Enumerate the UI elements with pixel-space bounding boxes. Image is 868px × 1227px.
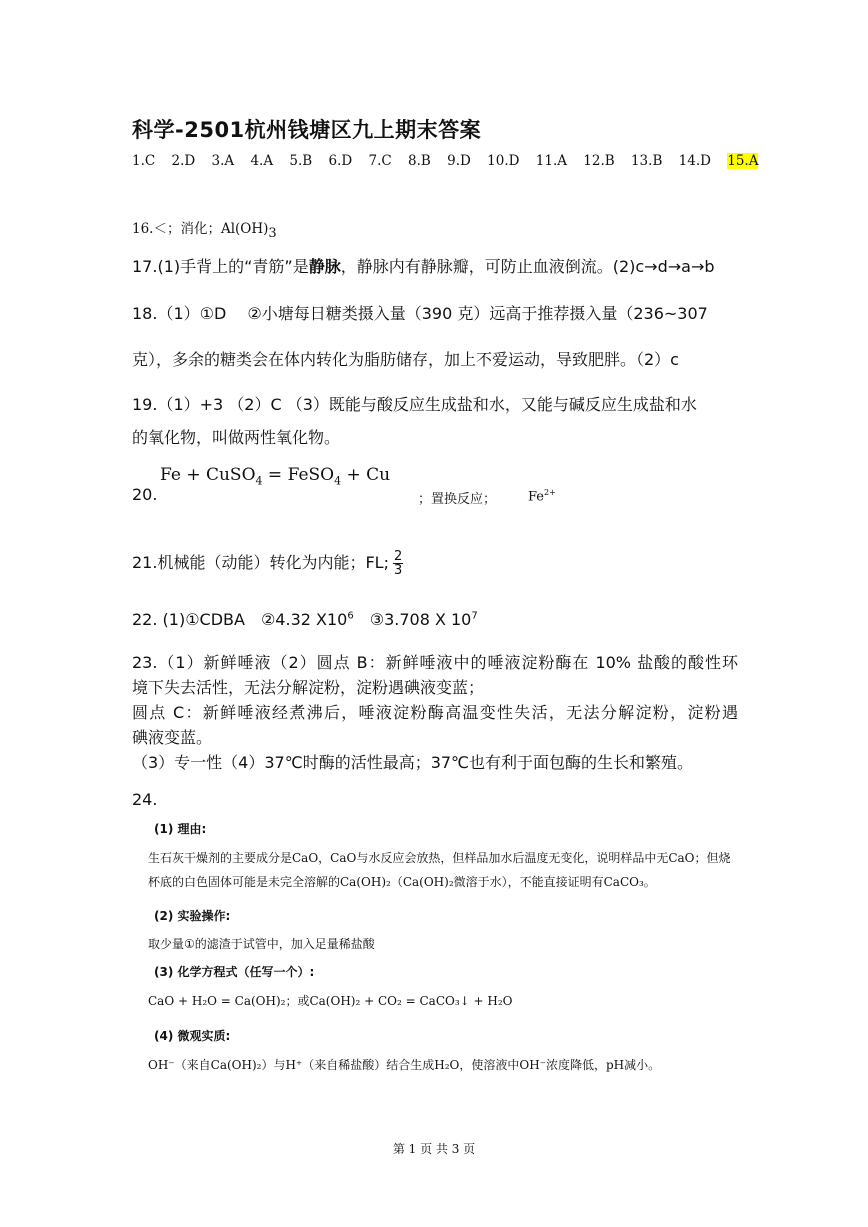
answer-16-subscript: 3	[268, 226, 277, 241]
answer-24-para-1-line-1: 生石灰干燥剂的主要成分是CaO，CaO与水反应会放热，但样品加水后温度无变化，说明样品中无CaO；但烧	[148, 851, 731, 865]
fraction-numerator: 2	[393, 549, 403, 564]
answer-24-para-3: CaO + H₂O = Ca(OH)₂；或Ca(OH)₂ + CO₂ = CaCO₃↓ + H₂O	[148, 994, 513, 1008]
answer-18-line-1: 18.（1）①D ②小塘每日糖类摄入量（390 克）远高于推荐摄入量（236~307	[132, 304, 708, 323]
choice-answer: 11.A	[535, 153, 567, 169]
answer-21	[132, 550, 403, 577]
answer-18-line-2: 克），多余的糖类会在体内转化为脂肪储存，加上不爱运动，导致肥胖。（2）c	[132, 350, 679, 369]
fraction-denominator: 3	[393, 563, 403, 578]
answer-22	[132, 607, 478, 630]
answer-17-text: 17.(1)手背上的“青筋”是	[132, 257, 309, 276]
choice-answer: 9.D	[447, 153, 471, 169]
choice-answer: 2.D	[171, 153, 196, 169]
answer-23-line-2: 境下失去活性，无法分解淀粉，淀粉遇碘液变蓝；	[132, 678, 485, 697]
answer-19-line-2: 的氧化物，叫做两性氧化物。	[132, 428, 341, 447]
page-footer: 第 1 页 共 3 页	[392, 1142, 476, 1156]
answer-23-line-5: （3）专一性（4）37℃时酶的活性最高；37℃也有利于面包酶的生长和繁殖。	[132, 753, 694, 772]
answer-20-reaction-type: ；置换反应；	[418, 492, 497, 507]
choice-answer: 3.A	[211, 153, 235, 169]
choice-answer: 7.C	[368, 153, 392, 169]
answer-24-number: 24.	[132, 790, 158, 809]
answer-21-text: 21.机械能（动能）转化为内能；FL;	[132, 553, 389, 572]
choice-answer: 1.C	[132, 153, 156, 169]
answer-23-line-3: 圆点 C：新鲜唾液经煮沸后，唾液淀粉酶高温变性失活，无法分解淀粉，淀粉遇	[132, 703, 738, 722]
choice-answer: 4.A	[250, 153, 274, 169]
answer-20-ion-charge: 2+	[544, 488, 556, 497]
choice-answer: 13.B	[630, 153, 663, 169]
choice-answer: 14.D	[678, 153, 711, 169]
answer-24-heading-4: (4) 微观实质:	[154, 1029, 231, 1043]
answer-16	[132, 217, 277, 241]
answer-24-para-4: OH⁻（来自Ca(OH)₂）与H⁺（来自稀盐酸）结合生成H₂O，使溶液中OH⁻浓度降低，pH减小。	[148, 1058, 661, 1072]
answer-22-part-a: 22. (1)①CDBA ②4.32 X10	[132, 610, 348, 629]
answer-24-para-2: 取少量①的滤渣于试管中，加入足量稀盐酸	[148, 937, 375, 951]
answer-22-exponent-b: 7	[471, 610, 478, 622]
answer-23	[132, 650, 738, 775]
choice-answer: 12.B	[583, 153, 615, 169]
answer-16-text: 16.＜；消化；Al(OH)	[132, 221, 269, 237]
answer-24-heading-1: (1) 理由:	[154, 822, 207, 836]
answer-22-exponent-a: 6	[347, 610, 354, 622]
answer-19-line-1: 19.（1）+3 （2）C （3）既能与酸反应生成盐和水，又能与碱反应生成盐和水	[132, 395, 697, 414]
answer-24-para-1-line-2: 杯底的白色固体可能是未完全溶解的Ca(OH)₂（Ca(OH)₂微溶于水），不能直接证明有CaCO₃。	[148, 875, 656, 889]
answer-22-part-b: ③3.708 X 10	[353, 610, 472, 629]
choice-answer: 5.B	[289, 153, 313, 169]
page-title: 科学-2501杭州钱塘区九上期末答案	[132, 118, 482, 142]
choice-answer: 6.D	[328, 153, 353, 169]
answer-17-text-tail: ，静脉内有静脉瓣，可防止血液倒流。(2)c→d→a→b	[340, 257, 715, 276]
answer-23-line-1: 23.（1）新鲜唾液（2）圆点 B：新鲜唾液中的唾液淀粉酶在 10% 盐酸的酸性环	[132, 653, 738, 672]
answer-24-heading-2: (2) 实验操作:	[154, 909, 231, 923]
answer-23-line-4: 碘液变蓝。	[132, 728, 213, 747]
choice-answer: 8.B	[408, 153, 431, 169]
choice-answers	[132, 153, 758, 169]
answer-20-equation: Fe + CuSO$_4$ = FeSO$_4$ + Cu	[160, 465, 391, 488]
answer-24-heading-3: (3) 化学方程式（任写一个）:	[154, 965, 315, 979]
answer-17	[132, 254, 715, 277]
answer-21-fraction	[393, 550, 403, 577]
answer-20-ion	[528, 488, 556, 504]
answer-20-ion-symbol: Fe	[528, 489, 545, 505]
answer-17-bold: 静脉	[308, 257, 341, 276]
choice-answer: 10.D	[487, 153, 520, 169]
answer-20-number: 20.	[132, 485, 158, 504]
highlighted-choice-answer: 15.A	[727, 153, 759, 169]
